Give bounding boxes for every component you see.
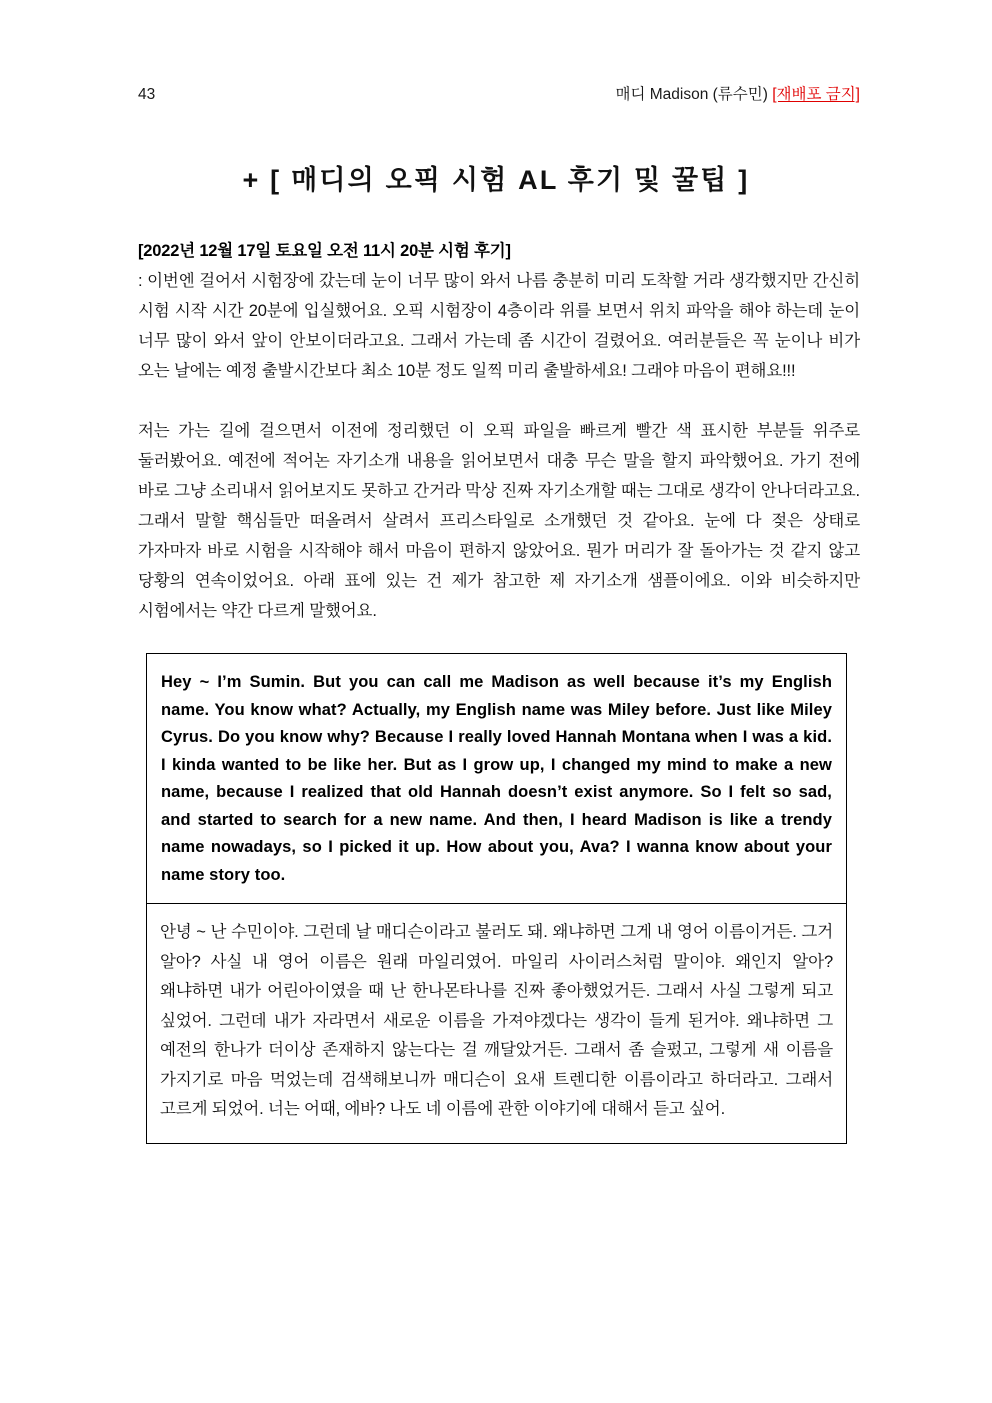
section-heading: [2022년 12월 17일 토요일 오전 11시 20분 시험 후기] [138, 242, 511, 260]
redistribution-notice: [재배포 금지] [772, 86, 860, 103]
table-row [147, 654, 846, 903]
table-row [147, 903, 846, 1143]
body-paragraph-2: 저는 가는 길에 걸으면서 이전에 정리했던 이 오픽 파일을 빠르게 빨간 색 표시한 부분들 위주로 둘러봤어요. 예전에 적어논 자기소개 내용을 읽어보면서 대충 무슨 말을 할지 파악했어요. 가기 전에 바로 그냥 소리내서 읽어보지도 못하고 간거라 막상 진짜 자기소개할 때는 그대로 생각이 안나더라고요. 그래서 말할 핵심들만 떠올려서 살려서 프리스타일로 소개했던 것 같아요. 눈에 다 젖은 상태로 가자마자 바로 시험을 시작해야 해서 마음이 편하지 않았어요. 뭔가 머리가 잘 돌아가는 것 같지 않고 당황의 연속이었어요. 아래 표에 있는 건 제가 참고한 제 자기소개 샘플이에요. 이와 비슷하지만 시험에서는 약간 다르게 말했어요. [138, 422, 860, 620]
self-introduction-sample-table [146, 653, 847, 1144]
body-content [138, 238, 860, 626]
header-author: 매디 Madison (류수민) [615, 86, 768, 103]
english-script-cell: Hey ~ I’m Sumin. But you can call me Madison as well because it’s my English name. You know what? Actually, my English name was Miley before. Just like Miley Cyrus. Do you know why? Because I really loved Hannah Montana when I was a kid. I kinda wanted to be like her. But as I grow up, I changed my mind to make a new name, because I realized that old Hannah doesn’t exist anymore. So I felt so sad, and started to search for a new name. And then, I heard Madison is like a trendy name nowadays, so I picked it up. How about you, Ava? I wanna know about your name story too. [161, 673, 832, 884]
body-paragraph-1: : 이번엔 걸어서 시험장에 갔는데 눈이 너무 많이 와서 나름 충분히 미리 도착할 거라 생각했지만 간신히 시험 시작 시간 20분에 입실했어요. 오픽 시험장이 4층이라 위를 보면서 위치 파악을 해야 하는데 눈이 너무 많이 와서 앞이 안보이더라고요. 그래서 가는데 좀 시간이 걸렸어요. 여러분들은 꼭 눈이나 비가 오는 날에는 예정 출발시간보다 최소 10분 정도 일찍 미리 출발하세요! 그래야 마음이 편해요!!! [138, 272, 860, 380]
header-right-group [616, 84, 861, 106]
running-header [138, 84, 860, 106]
page-number: 43 [138, 86, 156, 103]
paragraph-spacer [138, 386, 860, 416]
page-title: + [ 매디의 오픽 시험 AL 후기 및 꿀팁 ] [242, 165, 750, 195]
korean-script-cell: 안녕 ~ 난 수민이야. 그런데 날 매디슨이라고 불러도 돼. 왜냐하면 그게 내 영어 이름이거든. 그거 알아? 사실 내 영어 이름은 원래 마일리였어. 마일리 사이러스처럼 말이야. 왜인지 알아? 왜냐하면 내가 어린아이였을 때 난 한나몬타나를 진짜 좋아했었거든. 그래서 사실 그렇게 되고 싶었어. 그런데 내가 자라면서 새로운 이름을 가져야겠다는 생각이 들게 된거야. 왜냐하면 그 예전의 한나가 더이상 존재하지 않는다는 걸 깨달았거든. 그래서 좀 슬펐고, 그렇게 새 이름을 가지기로 마음 먹었는데 검색해보니까 매디슨이 요새 트렌디한 이름이라고 하더라고. 그래서 고르게 되었어. 너는 어때, 에바? 나도 네 이름에 관한 이야기에 대해서 듣고 싶어. [160, 923, 833, 1118]
